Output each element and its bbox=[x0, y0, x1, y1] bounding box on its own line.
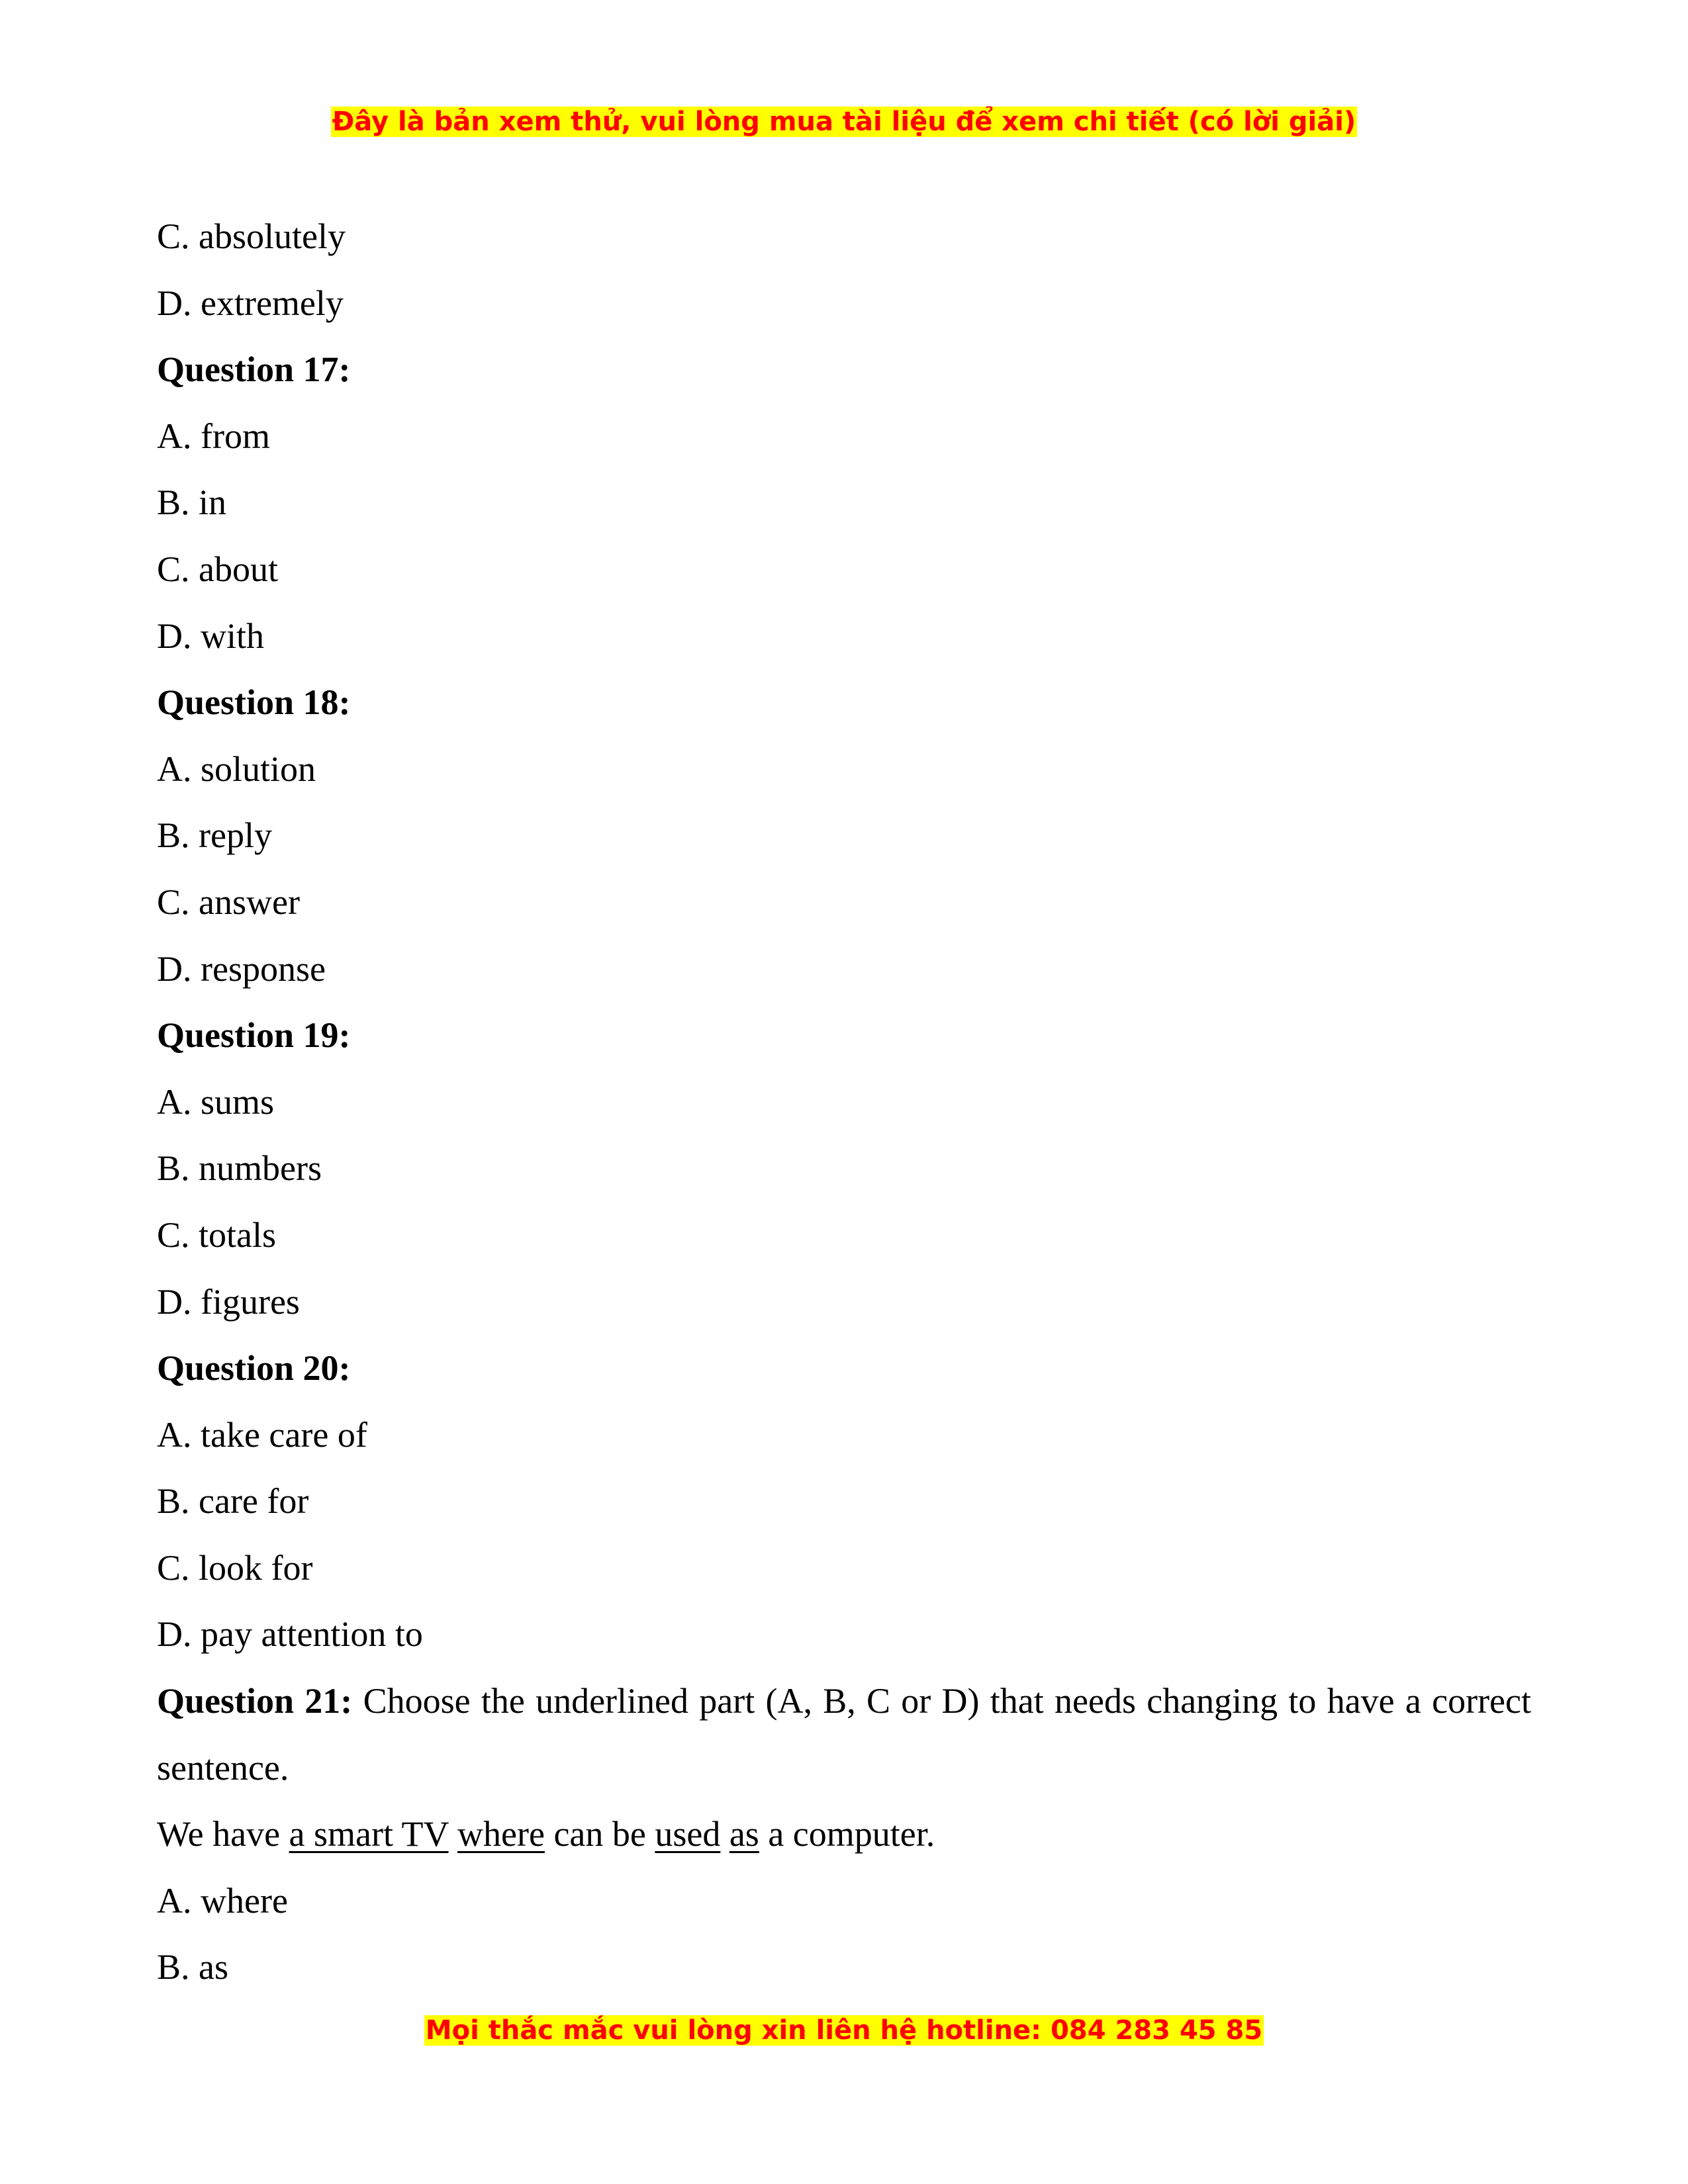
document-body bbox=[157, 203, 1531, 2001]
question-21-sentence bbox=[157, 1801, 1531, 1868]
option-b: B. in bbox=[157, 482, 227, 523]
question-21-label: Question 21: bbox=[157, 1681, 353, 1721]
sentence-text: a computer. bbox=[759, 1814, 935, 1854]
sentence-text: We have bbox=[157, 1814, 289, 1854]
underlined-part: a smart TV bbox=[289, 1814, 449, 1854]
hotline-text: Mọi thắc mắc vui lòng xin liên hệ hotline: 084 283 45 85 bbox=[425, 2015, 1263, 2046]
preview-notice-banner bbox=[0, 103, 1688, 140]
question-20-label: Question 20: bbox=[157, 1348, 351, 1388]
sentence-text: can be bbox=[544, 1814, 655, 1854]
question-21-instruction: Choose the underlined part (A, B, C or D) that needs changing to have a correct sentence. bbox=[157, 1681, 1531, 1788]
underlined-part: as bbox=[729, 1814, 759, 1854]
question-18-label: Question 18: bbox=[157, 682, 351, 723]
sentence-text bbox=[449, 1814, 458, 1854]
option-c: C. about bbox=[157, 549, 278, 589]
option-c: C. answer bbox=[157, 882, 300, 922]
option-b: B. care for bbox=[157, 1481, 309, 1522]
option-c: C. totals bbox=[157, 1214, 277, 1255]
option-c: C. absolutely bbox=[157, 216, 346, 256]
option-d: D. extremely bbox=[157, 283, 344, 323]
preview-notice-text: Đây là bản xem thử, vui lòng mua tài liệu để xem chi tiết (có lời giải) bbox=[332, 107, 1356, 137]
option-a: A. solution bbox=[157, 749, 316, 789]
option-d: D. figures bbox=[157, 1281, 300, 1322]
underlined-part: used bbox=[655, 1814, 721, 1854]
question-19-label: Question 19: bbox=[157, 1015, 351, 1056]
option-a: A. where bbox=[157, 1880, 288, 1921]
option-c: C. look for bbox=[157, 1547, 313, 1588]
underlined-part: where bbox=[457, 1814, 545, 1854]
option-d: D. with bbox=[157, 615, 264, 656]
question-17-label: Question 17: bbox=[157, 349, 351, 390]
option-a: A. sums bbox=[157, 1081, 275, 1122]
sentence-text bbox=[720, 1814, 729, 1854]
option-d: D. response bbox=[157, 948, 326, 989]
option-b: B. as bbox=[157, 1947, 228, 1987]
option-b: B. numbers bbox=[157, 1148, 322, 1189]
option-a: A. from bbox=[157, 416, 270, 456]
option-a: A. take care of bbox=[157, 1414, 367, 1455]
hotline-banner bbox=[0, 2012, 1688, 2049]
option-d: D. pay attention to bbox=[157, 1614, 423, 1655]
question-21-prompt bbox=[157, 1668, 1531, 1801]
option-b: B. reply bbox=[157, 815, 272, 856]
